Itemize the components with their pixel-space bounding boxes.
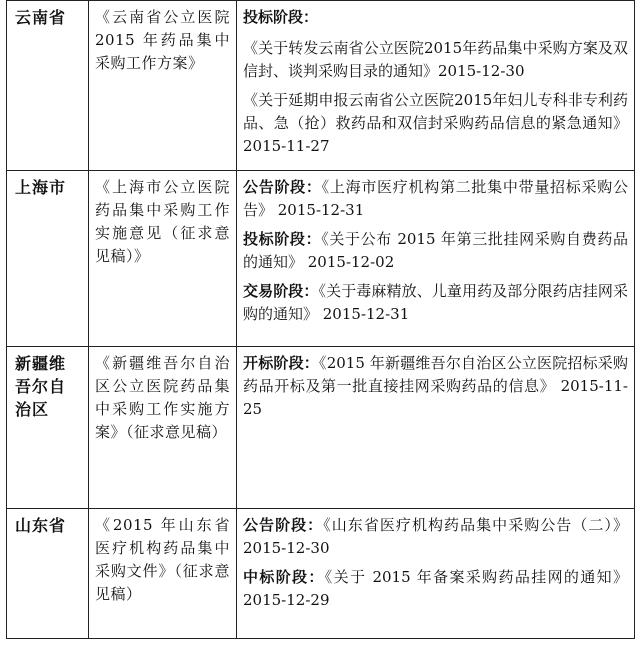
plan-cell: 《上海市公立医院药品集中采购工作实施意见（征求意见稿）》 (89, 171, 237, 347)
table-row (7, 509, 635, 639)
notice-text: 《关于公布 2015 年第三批挂网采购自费药品的通知》 2015-12-02 (243, 230, 628, 271)
notice-text: 《2015 年新疆维吾尔自治区公立医院招标采购药品开标及第一批直接挂网采购药品的信息》 2015-11-25 (243, 354, 628, 418)
procurement-table (6, 0, 635, 639)
stage-cell (237, 509, 635, 639)
table-row (7, 171, 635, 347)
stage-label: 交易阶段： (243, 282, 319, 300)
stage-cell (237, 1, 635, 171)
region-cell: 上海市 (7, 171, 89, 347)
notice-entry (243, 514, 628, 560)
notice-text: 《上海市医疗机构第二批集中带量招标采购公告》 2015-12-31 (243, 178, 628, 219)
plan-cell: 《新疆维吾尔自治区公立医院药品集中采购工作实施方案》（征求意见稿） (89, 347, 237, 509)
notice-entry (243, 280, 628, 326)
stage-cell (237, 347, 635, 509)
notice-text: 《关于转发云南省公立医院2015年药品集中采购方案及双信封、谈判采购目录的通知》2015-12-30 (243, 39, 628, 80)
notice-entry (243, 566, 628, 612)
notice-text: 《山东省医疗机构药品集中采购公告（二）》 2015-12-30 (243, 516, 628, 557)
stage-label: 投标阶段： (243, 8, 319, 26)
plan-cell: 《云南省公立医院 2015 年药品集中采购工作方案》 (89, 1, 237, 171)
region-cell: 新疆维吾尔自治区 (7, 347, 89, 509)
stage-label: 开标阶段： (243, 354, 319, 372)
notice-text: 《关于延期申报云南省公立医院2015年妇儿专科非专利药品、急（抢）救药品和双信封采购药品信息的紧急通知》2015-11-27 (243, 91, 628, 155)
stage-label: 中标阶段： (243, 568, 325, 586)
notice-text: 《关于毒麻精放、儿童用药及部分限药店挂网采购的通知》 2015-12-31 (243, 282, 628, 323)
notice-text: 《关于 2015 年备案采购药品挂网的通知》 2015-12-29 (243, 568, 628, 609)
region-cell: 云南省 (7, 1, 89, 171)
stage-label: 投标阶段： (243, 230, 322, 248)
notice-entry (243, 176, 628, 222)
stage-label: 公告阶段： (243, 178, 322, 196)
notice-entry (243, 228, 628, 274)
table-row (7, 1, 635, 171)
stage-label: 公告阶段： (243, 516, 324, 534)
plan-cell: 《2015 年山东省医疗机构药品集中采购文件》（征求意见稿） (89, 509, 237, 639)
stage-cell (237, 171, 635, 347)
table-row (7, 347, 635, 509)
region-cell: 山东省 (7, 509, 89, 639)
notice-entry (243, 352, 628, 421)
